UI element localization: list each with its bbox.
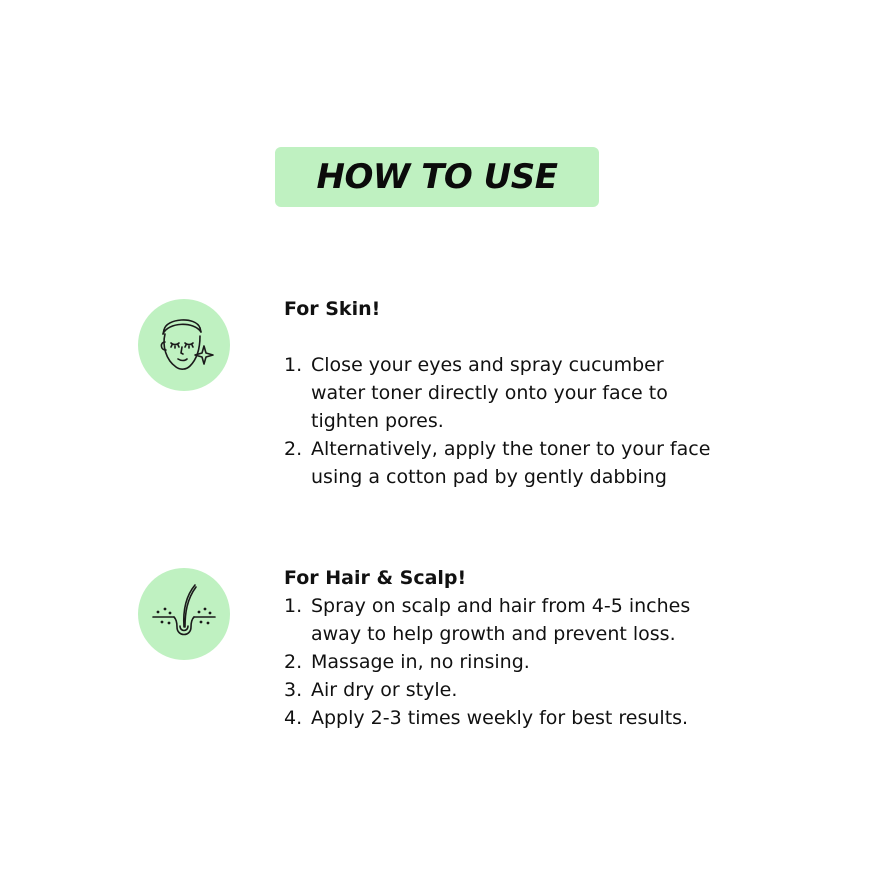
step-text: [311, 435, 751, 491]
step-line: tighten pores.: [311, 410, 444, 432]
step-text: [311, 676, 751, 704]
skin-section: [284, 295, 751, 491]
step-text: [311, 648, 751, 676]
face-skincare-icon: [138, 299, 230, 391]
step-line: Air dry or style.: [311, 679, 458, 701]
step-number: 1.: [284, 595, 303, 617]
step-line: Spray on scalp and hair from 4-5 inches: [311, 595, 691, 617]
list-item: [284, 676, 751, 704]
hair-steps: [284, 592, 751, 732]
step-text: [311, 592, 751, 648]
list-item: [284, 351, 751, 435]
step-text: [311, 704, 751, 732]
page-title: HOW TO USE: [316, 157, 558, 197]
step-number: 2.: [284, 651, 303, 673]
hair-heading: For Hair & Scalp!: [284, 567, 467, 589]
step-line: water toner directly onto your face to: [311, 382, 668, 404]
step-line: Close your eyes and spray cucumber: [311, 354, 664, 376]
skin-heading: For Skin!: [284, 298, 381, 320]
step-line: Massage in, no rinsing.: [311, 651, 530, 673]
list-item: [284, 704, 751, 732]
title-banner: [275, 147, 599, 207]
hair-section: [284, 564, 751, 732]
step-number: 2.: [284, 438, 303, 460]
list-item: [284, 435, 751, 491]
hair-follicle-icon: [138, 568, 230, 660]
step-line: away to help growth and prevent loss.: [311, 623, 676, 645]
step-number: 3.: [284, 679, 303, 701]
list-item: [284, 592, 751, 648]
step-line: Alternatively, apply the toner to your face: [311, 438, 711, 460]
list-item: [284, 648, 751, 676]
step-text: [311, 351, 751, 435]
step-line: using a cotton pad by gently dabbing: [311, 466, 667, 488]
step-number: 4.: [284, 707, 303, 729]
skin-steps: [284, 351, 751, 491]
step-line: Apply 2-3 times weekly for best results.: [311, 707, 689, 729]
step-number: 1.: [284, 354, 303, 376]
